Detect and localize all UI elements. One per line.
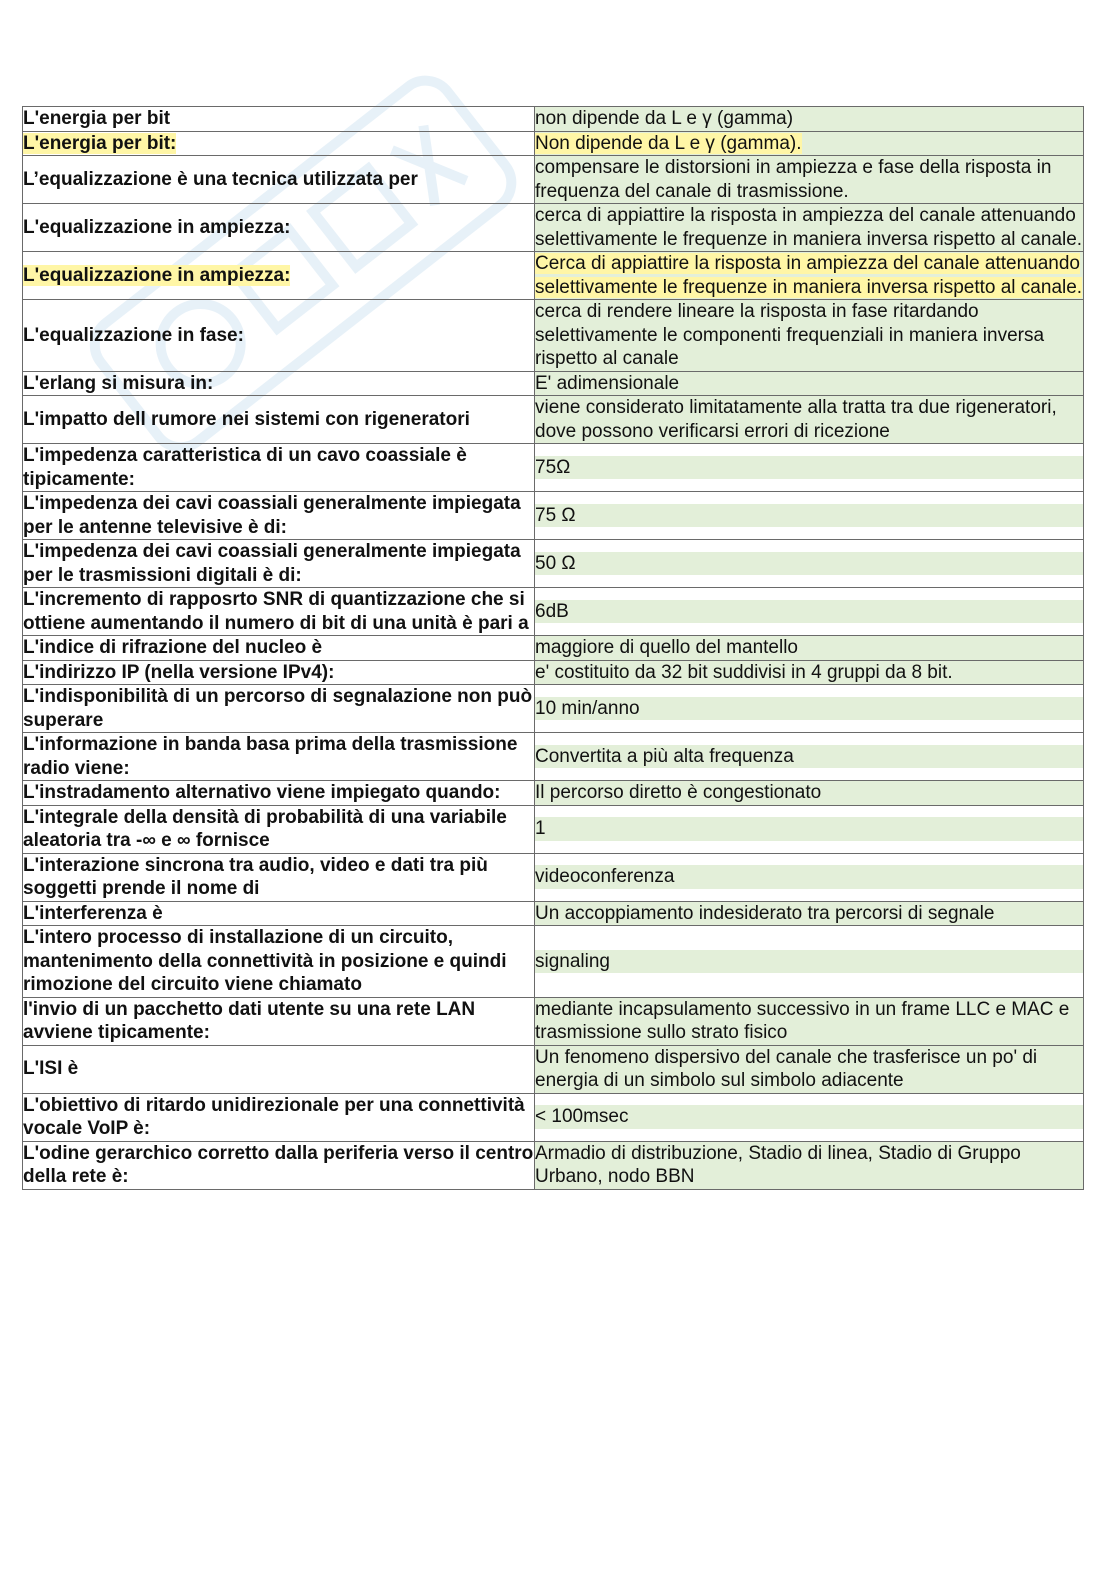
answer-box [535,372,1083,396]
answer-text: Armadio di distribuzione, Stadio di linea, Stadio di Gruppo Urbano, nodo BBN [535,1142,1021,1187]
qa-table [22,106,1084,1190]
question-cell [23,1093,535,1141]
table-row [23,156,1084,204]
answer-cell [535,300,1084,372]
question-text: L'intero processo di installazione di un circuito, mantenimento della connettività in posizione e quindi rimozione del circuito viene chiamato [23,927,507,995]
answer-box [535,950,1083,974]
answer-text: 50 Ω [535,552,576,574]
question-text: L'impedenza dei cavi coassiali generalmente impiegata per le trasmissioni digitali è di: [23,541,521,586]
table-row [23,685,1084,733]
question-cell [23,853,535,901]
answer-box [535,745,1083,769]
question-text: L'erlang si misura in: [23,372,214,394]
question-cell [23,1141,535,1189]
question-cell [23,781,535,806]
question-cell [23,685,535,733]
answer-cell [535,1093,1084,1141]
answer-box [535,817,1083,841]
table-row [23,1141,1084,1189]
answer-text: videoconferenza [535,866,675,888]
answer-cell [535,805,1084,853]
question-cell [23,540,535,588]
answer-text: Il percorso diretto è congestionato [535,782,822,803]
answer-text: Un fenomeno dispersivo del canale che trasferisce un po' di energia di un simbolo sul simbolo adiacente [535,1046,1038,1091]
table-row [23,107,1084,132]
answer-box [535,865,1083,889]
question-text: L'energia per bit [23,108,171,129]
answer-text: 10 min/anno [535,697,640,719]
question-cell [23,156,535,204]
table-row [23,396,1084,444]
table-row [23,853,1084,901]
question-text: L'impatto dell rumore nei sistemi con rigeneratori [23,408,470,430]
answer-text: viene considerato limitatamente alla tratta tra due rigeneratori, dove possono verificarsi errori di ricezione [535,397,1057,442]
answer-text: E' adimensionale [535,372,680,394]
answer-cell [535,107,1084,132]
answer-cell [535,926,1084,998]
answer-box [535,661,1083,685]
answer-cell [535,396,1084,444]
question-text: L'informazione in banda basa prima della trasmissione radio viene: [23,734,518,779]
question-cell [23,997,535,1045]
answer-cell [535,997,1084,1045]
answer-cell [535,733,1084,781]
answer-box [535,600,1083,624]
question-text: L’equalizzazione è una tecnica utilizzata per [23,168,418,190]
answer-cell [535,371,1084,396]
answer-cell [535,588,1084,636]
table-row [23,781,1084,806]
question-text: L'equalizzazione in ampiezza: [23,216,291,238]
table-row [23,492,1084,540]
table-row [23,733,1084,781]
table-row [23,300,1084,372]
answer-cell [535,901,1084,926]
table-row [23,636,1084,661]
answer-box [535,1142,1083,1189]
table-row [23,926,1084,998]
answer-box [535,1046,1083,1093]
answer-text: mediante incapsulamento successivo in un frame LLC e MAC e trasmissione sullo strato fisico [535,998,1070,1043]
answer-box [535,132,1083,156]
table-row [23,805,1084,853]
answer-box [535,552,1083,576]
question-cell [23,492,535,540]
answer-box [535,1105,1083,1129]
answer-cell [535,156,1084,204]
question-text: L'equalizzazione in fase: [23,324,244,346]
question-cell [23,204,535,252]
question-text: L'ISI è [23,1058,79,1080]
question-cell [23,131,535,156]
answer-text: 75 Ω [535,504,576,526]
answer-box [535,902,1083,926]
table-row [23,1093,1084,1141]
question-text: l'invio di un pacchetto dati utente su una rete LAN avviene tipicamente: [23,998,476,1043]
answer-cell [535,131,1084,156]
answer-text: Cerca di appiattire la risposta in ampiezza del canale attenuando selettivamente le frequenze in maniera inversa rispetto al canale. [535,253,1083,298]
answer-cell [535,204,1084,252]
answer-box [535,300,1083,371]
question-text: L'odine gerarchico corretto dalla periferia verso il centro della rete è: [23,1142,534,1187]
answer-text: Convertita a più alta frequenza [535,745,794,767]
question-cell [23,371,535,396]
answer-text: compensare le distorsioni in ampiezza e fase della risposta in frequenza del canale di trasmissione. [535,157,1052,202]
answer-box [535,456,1083,480]
answer-box [535,204,1083,251]
answer-cell [535,685,1084,733]
question-cell [23,444,535,492]
question-cell [23,660,535,685]
answer-box [535,781,1083,805]
table-row [23,131,1084,156]
answer-text: < 100msec [535,1106,629,1128]
table-row [23,901,1084,926]
answer-cell [535,492,1084,540]
question-text: L'indice di rifrazione del nucleo è [23,637,323,658]
answer-text: 1 [535,818,546,840]
question-cell [23,901,535,926]
answer-box [535,504,1083,528]
answer-text: Non dipende da L e γ (gamma). [535,132,802,154]
question-cell [23,636,535,661]
answer-box [535,636,1083,660]
answer-text: cerca di appiattire la risposta in ampiezza del canale attenuando selettivamente le frequenze in maniera inversa rispetto al canale. [535,205,1083,250]
question-cell [23,300,535,372]
answer-cell [535,1045,1084,1093]
answer-text: 75Ω [535,456,571,478]
question-cell [23,252,535,300]
table-row [23,588,1084,636]
table-row [23,997,1084,1045]
answer-text: cerca di rendere lineare la risposta in fase ritardando selettivamente le componenti frequenziali in maniera inversa rispetto al canale [535,301,1045,369]
answer-text: e' costituito da 32 bit suddivisi in 4 gruppi da 8 bit. [535,661,953,683]
answer-text: Un accoppiamento indesiderato tra percorsi di segnale [535,902,995,924]
question-cell [23,396,535,444]
table-row [23,371,1084,396]
answer-cell [535,1141,1084,1189]
question-cell [23,926,535,998]
answer-cell [535,252,1084,300]
answer-box [535,998,1083,1045]
question-text: L'impedenza caratteristica di un cavo coassiale è tipicamente: [23,445,467,490]
answer-cell [535,444,1084,492]
answer-cell [535,660,1084,685]
question-text: L'instradamento alternativo viene impiegato quando: [23,782,501,803]
answer-cell [535,853,1084,901]
table-row [23,444,1084,492]
table-row [23,540,1084,588]
question-text: L'interazione sincrona tra audio, video e dati tra più soggetti prende il nome di [23,854,488,899]
answer-text: signaling [535,950,610,972]
table-row [23,204,1084,252]
table-row [23,252,1084,300]
answer-text: non dipende da L e γ (gamma) [535,108,794,129]
answer-box [535,252,1083,299]
answer-cell [535,636,1084,661]
answer-box [535,107,1083,131]
question-text: L'indisponibilità di un percorso di segnalazione non può superare [23,686,533,731]
table-row [23,1045,1084,1093]
question-cell [23,107,535,132]
answer-box [535,156,1083,203]
question-cell [23,733,535,781]
answer-cell [535,781,1084,806]
question-cell [23,1045,535,1093]
answer-box [535,396,1083,443]
question-text: L'impedenza dei cavi coassiali generalmente impiegata per le antenne televisive è di: [23,493,521,538]
answer-box [535,697,1083,721]
question-cell [23,805,535,853]
question-text: L'equalizzazione in ampiezza: [23,264,291,286]
question-text: L'energia per bit: [23,132,177,154]
question-text: L'obiettivo di ritardo unidirezionale per una connettività vocale VoIP è: [23,1094,525,1139]
question-text: L'indirizzo IP (nella versione IPv4): [23,661,335,683]
answer-cell [535,540,1084,588]
question-cell [23,588,535,636]
answer-text: maggiore di quello del mantello [535,637,798,658]
question-text: L'integrale della densità di probabilità di una variabile aleatoria tra -∞ e ∞ fornisce [23,806,507,851]
question-text: L'incremento di rapposrto SNR di quantizzazione che si ottiene aumentando il numero di bit di una unità è pari a [23,589,529,634]
answer-text: 6dB [535,600,569,622]
table-row [23,660,1084,685]
question-text: L'interferenza è [23,902,163,924]
